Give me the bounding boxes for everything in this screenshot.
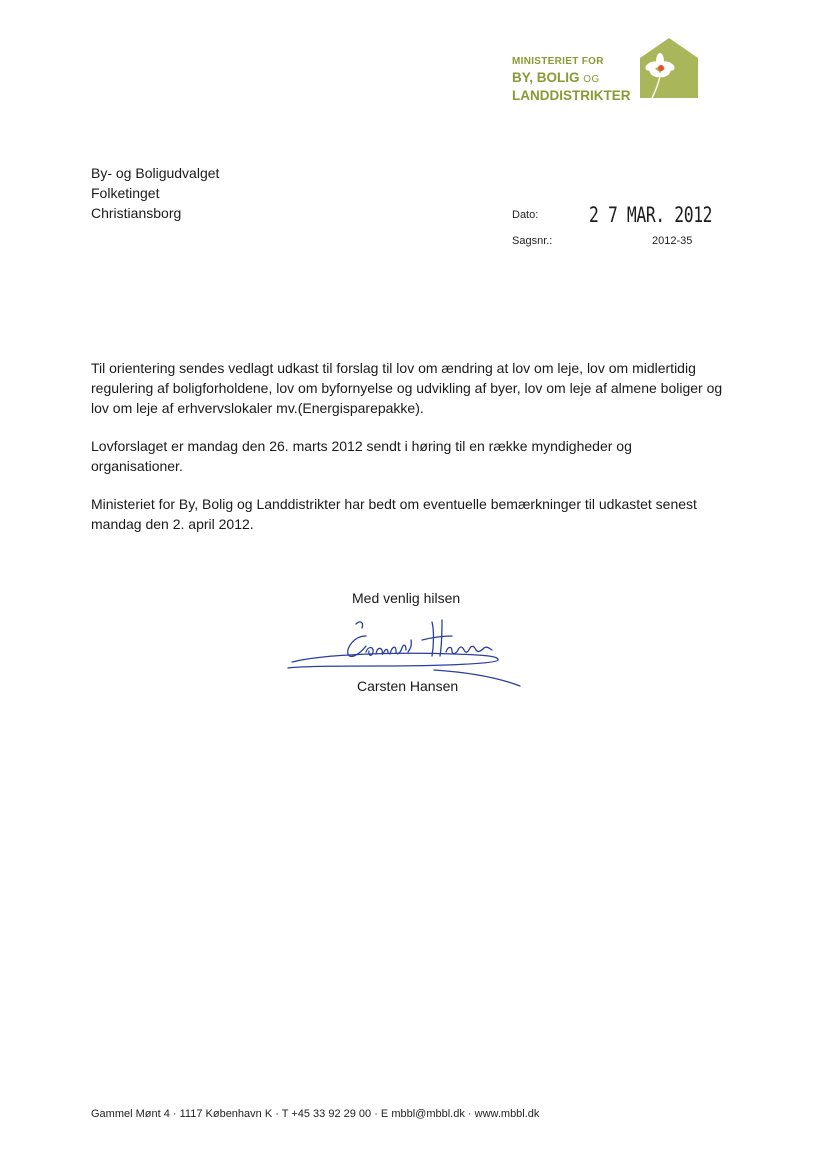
paragraph-2-line-1: Lovforslaget er mandag den 26. marts 2012 sendt i høring til en række myndigheder og — [91, 438, 632, 454]
logo-line-1: MINISTERIET FOR — [512, 56, 604, 67]
logo-line-2 — [512, 70, 631, 88]
case-number-label: Sagsnr.: — [512, 235, 553, 247]
date-stamp: 2 7 MAR. 2012 — [589, 203, 713, 227]
logo-line-2-small: OG — [583, 74, 600, 85]
body-paragraph-1 — [91, 358, 731, 418]
body-paragraph-2 — [91, 436, 731, 476]
ministry-logo — [512, 38, 702, 103]
paragraph-1-line-2: regulering af boligforholdene, lov om byfornyelse og udvikling af byer, lov om leje af almene boliger og — [91, 380, 723, 396]
logo-wordmark — [512, 54, 631, 104]
recipient-line-2: Folketinget — [91, 185, 160, 201]
footer-contact: Gammel Mønt 4 · 1117 København K · T +45 33 92 29 00 · E mbbl@mbbl.dk · www.mbbl.dk — [91, 1108, 540, 1120]
paragraph-1-line-3: lov om leje af erhvervslokaler mv.(Energisparepakke). — [91, 400, 424, 416]
recipient-line-3: Christiansborg — [91, 205, 182, 221]
paragraph-1-line-1: Til orientering sendes vedlagt udkast til forslag til lov om ændring at lov om leje, lov om midlertidig — [91, 360, 696, 376]
recipient-line-1: By- og Boligudvalget — [91, 165, 220, 181]
closing-greeting: Med venlig hilsen — [352, 590, 461, 606]
house-flower-icon — [640, 38, 698, 98]
paragraph-3-line-1: Ministeriet for By, Bolig og Landdistrikter har bedt om eventuelle bemærkninger til udkastet senest — [91, 496, 697, 512]
paragraph-2-line-2: organisationer. — [91, 458, 183, 474]
signer-name: Carsten Hansen — [357, 678, 459, 694]
logo-line-3: LANDDISTRIKTER — [512, 88, 631, 103]
body-paragraph-3 — [91, 494, 731, 534]
recipient-address — [91, 163, 219, 223]
logo-line-2-main: BY, BOLIG — [512, 70, 580, 85]
case-number-value: 2012-35 — [652, 235, 693, 247]
paragraph-3-line-2: mandag den 2. april 2012. — [91, 516, 254, 532]
date-label: Dato: — [512, 209, 539, 221]
